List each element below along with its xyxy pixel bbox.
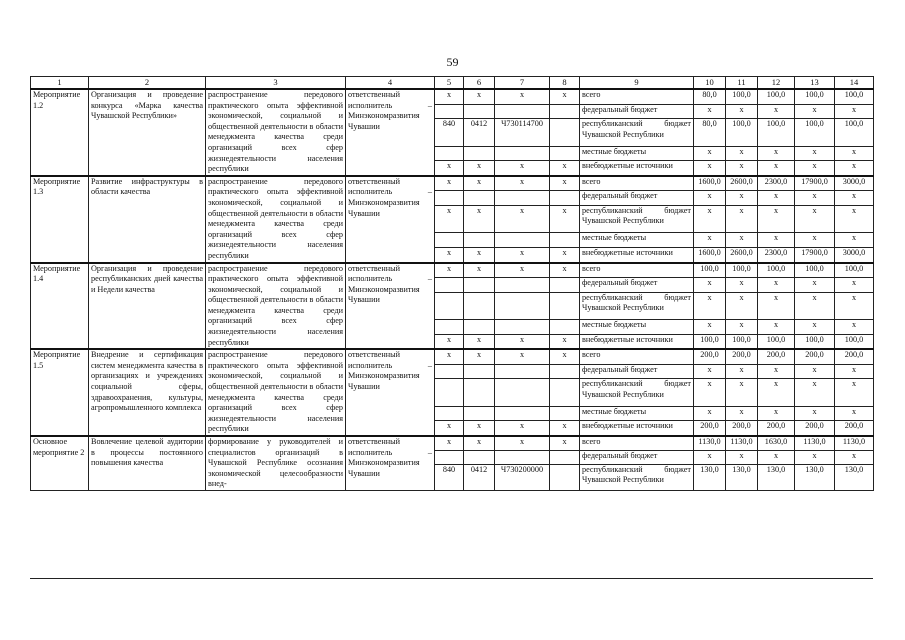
code-grbs-cell: х bbox=[435, 176, 464, 191]
code-grbs-cell: х bbox=[435, 263, 464, 278]
year-value-cell: х bbox=[795, 233, 835, 247]
code-grbs-cell: х bbox=[435, 161, 464, 176]
year-value-cell: 200,0 bbox=[694, 421, 726, 436]
event-name-cell: Организация и проведение конкурса «Марка качества Чувашской Республики» bbox=[89, 89, 206, 176]
year-value-cell: х bbox=[795, 320, 835, 334]
year-value-cell: 100,0 bbox=[835, 263, 874, 278]
year-value-cell: х bbox=[758, 320, 795, 334]
code-target-cell bbox=[495, 146, 550, 160]
code-section-cell: 0412 bbox=[464, 464, 495, 490]
year-value-cell: 80,0 bbox=[694, 89, 726, 104]
year-value-cell: х bbox=[694, 320, 726, 334]
year-value-cell: 130,0 bbox=[795, 464, 835, 490]
year-value-cell: х bbox=[758, 379, 795, 407]
year-value-cell: х bbox=[758, 233, 795, 247]
year-value-cell: х bbox=[758, 406, 795, 420]
year-value-cell: х bbox=[795, 161, 835, 176]
code-section-cell bbox=[464, 104, 495, 118]
code-section-cell bbox=[464, 146, 495, 160]
code-target-cell: х bbox=[495, 205, 550, 233]
year-value-cell: 200,0 bbox=[758, 349, 795, 364]
year-value-cell: 100,0 bbox=[694, 263, 726, 278]
code-type-cell bbox=[550, 406, 580, 420]
year-value-cell: 100,0 bbox=[795, 89, 835, 104]
code-grbs-cell: х bbox=[435, 89, 464, 104]
year-value-cell: х bbox=[795, 450, 835, 464]
code-grbs-cell: х bbox=[435, 334, 464, 349]
code-grbs-cell bbox=[435, 379, 464, 407]
year-value-cell: 1130,0 bbox=[726, 436, 758, 450]
header-cell: 5 bbox=[435, 77, 464, 90]
year-value-cell: х bbox=[694, 406, 726, 420]
year-value-cell: х bbox=[835, 161, 874, 176]
year-value-cell: 2300,0 bbox=[758, 247, 795, 262]
year-value-cell: 100,0 bbox=[795, 119, 835, 147]
year-value-cell: 2600,0 bbox=[726, 247, 758, 262]
responsible-cell: ответственный исполнитель – Минэкономразвития Чувашии bbox=[346, 176, 435, 263]
year-value-cell: х bbox=[694, 379, 726, 407]
code-target-cell bbox=[495, 278, 550, 292]
funding-source-cell: всего bbox=[580, 263, 694, 278]
year-value-cell: х bbox=[795, 364, 835, 378]
table-row bbox=[31, 263, 874, 278]
code-target-cell bbox=[495, 406, 550, 420]
event-name-cell: Развитие инфраструктуры в области качества bbox=[89, 176, 206, 263]
year-value-cell: х bbox=[758, 104, 795, 118]
code-target-cell: х bbox=[495, 436, 550, 450]
funding-source-cell: федеральный бюджет bbox=[580, 104, 694, 118]
year-value-cell: х bbox=[835, 104, 874, 118]
year-value-cell: 1600,0 bbox=[694, 176, 726, 191]
code-section-cell: х bbox=[464, 421, 495, 436]
year-value-cell: 200,0 bbox=[835, 349, 874, 364]
funding-source-cell: местные бюджеты bbox=[580, 406, 694, 420]
year-value-cell: х bbox=[726, 379, 758, 407]
year-value-cell: 200,0 bbox=[694, 349, 726, 364]
code-grbs-cell bbox=[435, 104, 464, 118]
code-type-cell bbox=[550, 464, 580, 490]
header-cell: 7 bbox=[495, 77, 550, 90]
year-value-cell: 1130,0 bbox=[694, 436, 726, 450]
funding-source-cell: республиканский бюджет Чувашской Республики bbox=[580, 205, 694, 233]
year-value-cell: х bbox=[795, 146, 835, 160]
year-value-cell: 3000,0 bbox=[835, 247, 874, 262]
header-cell: 8 bbox=[550, 77, 580, 90]
responsible-cell: ответственный исполнитель – Минэкономразвития Чувашии bbox=[346, 436, 435, 490]
code-grbs-cell bbox=[435, 191, 464, 205]
code-target-cell bbox=[495, 233, 550, 247]
code-section-cell: х bbox=[464, 176, 495, 191]
year-value-cell: х bbox=[835, 320, 874, 334]
year-value-cell: 2300,0 bbox=[758, 176, 795, 191]
code-section-cell bbox=[464, 450, 495, 464]
code-section-cell bbox=[464, 292, 495, 320]
responsible-cell: ответственный исполнитель – Минэкономразвития Чувашии bbox=[346, 349, 435, 436]
year-value-cell: х bbox=[694, 205, 726, 233]
code-grbs-cell bbox=[435, 450, 464, 464]
responsible-cell: ответственный исполнитель – Минэкономразвития Чувашии bbox=[346, 263, 435, 350]
year-value-cell: х bbox=[758, 292, 795, 320]
header-cell: 11 bbox=[726, 77, 758, 90]
bottom-rule bbox=[30, 578, 873, 579]
table-row bbox=[31, 89, 874, 104]
code-section-cell bbox=[464, 364, 495, 378]
code-target-cell: х bbox=[495, 176, 550, 191]
code-section-cell bbox=[464, 406, 495, 420]
event-goal-cell: распространение передового практического опыта эффективной экономической, социальной и общественной деятельности в области менеджмента качества среди организаций всех сфер жизнедеятельности населения республики bbox=[206, 349, 346, 436]
code-section-cell: х bbox=[464, 247, 495, 262]
year-value-cell: х bbox=[726, 161, 758, 176]
code-target-cell: Ч730114700 bbox=[495, 119, 550, 147]
code-section-cell: х bbox=[464, 349, 495, 364]
year-value-cell: х bbox=[694, 364, 726, 378]
funding-source-cell: федеральный бюджет bbox=[580, 191, 694, 205]
year-value-cell: 130,0 bbox=[726, 464, 758, 490]
year-value-cell: х bbox=[835, 364, 874, 378]
year-value-cell: 1130,0 bbox=[835, 436, 874, 450]
year-value-cell: х bbox=[694, 278, 726, 292]
code-target-cell: х bbox=[495, 263, 550, 278]
code-grbs-cell: х bbox=[435, 349, 464, 364]
year-value-cell: 100,0 bbox=[835, 334, 874, 349]
year-value-cell: 2600,0 bbox=[726, 176, 758, 191]
year-value-cell: х bbox=[726, 191, 758, 205]
code-type-cell bbox=[550, 292, 580, 320]
code-type-cell bbox=[550, 233, 580, 247]
year-value-cell: 130,0 bbox=[694, 464, 726, 490]
event-goal-cell: распространение передового практического опыта эффективной экономической, социальной и общественной деятельности в области менеджмента качества среди организаций всех сфер жизнедеятельности населения республики bbox=[206, 176, 346, 263]
code-type-cell bbox=[550, 104, 580, 118]
code-grbs-cell: х bbox=[435, 247, 464, 262]
year-value-cell: 3000,0 bbox=[835, 176, 874, 191]
code-type-cell: х bbox=[550, 349, 580, 364]
year-value-cell: х bbox=[758, 205, 795, 233]
code-type-cell bbox=[550, 191, 580, 205]
code-section-cell: 0412 bbox=[464, 119, 495, 147]
year-value-cell: 100,0 bbox=[758, 119, 795, 147]
code-type-cell bbox=[550, 146, 580, 160]
year-value-cell: х bbox=[758, 364, 795, 378]
funding-source-cell: внебюджетные источники bbox=[580, 161, 694, 176]
funding-source-cell: республиканский бюджет Чувашской Республики bbox=[580, 119, 694, 147]
code-type-cell bbox=[550, 119, 580, 147]
year-value-cell: х bbox=[694, 104, 726, 118]
funding-source-cell: внебюджетные источники bbox=[580, 421, 694, 436]
funding-source-cell: федеральный бюджет bbox=[580, 364, 694, 378]
code-grbs-cell: х bbox=[435, 421, 464, 436]
code-grbs-cell bbox=[435, 146, 464, 160]
funding-source-cell: внебюджетные источники bbox=[580, 247, 694, 262]
year-value-cell: х bbox=[726, 450, 758, 464]
code-grbs-cell bbox=[435, 364, 464, 378]
code-section-cell: х bbox=[464, 436, 495, 450]
code-target-cell bbox=[495, 450, 550, 464]
year-value-cell: х bbox=[795, 379, 835, 407]
year-value-cell: х bbox=[726, 292, 758, 320]
year-value-cell: х bbox=[694, 161, 726, 176]
year-value-cell: х bbox=[758, 146, 795, 160]
funding-source-cell: федеральный бюджет bbox=[580, 450, 694, 464]
code-type-cell: х bbox=[550, 421, 580, 436]
budget-table bbox=[30, 76, 874, 491]
event-name-cell: Организация и проведение республиканских дней качества и Недели качества bbox=[89, 263, 206, 350]
code-section-cell: х bbox=[464, 263, 495, 278]
code-target-cell bbox=[495, 104, 550, 118]
code-grbs-cell: 840 bbox=[435, 119, 464, 147]
year-value-cell: 200,0 bbox=[795, 349, 835, 364]
event-name-cell: Вовлечение целевой аудитории в процессы постоянного повышения качества bbox=[89, 436, 206, 490]
funding-source-cell: республиканский бюджет Чувашской Республики bbox=[580, 464, 694, 490]
year-value-cell: х bbox=[694, 292, 726, 320]
code-type-cell: х bbox=[550, 205, 580, 233]
year-value-cell: х bbox=[726, 406, 758, 420]
code-type-cell: х bbox=[550, 89, 580, 104]
header-cell: 9 bbox=[580, 77, 694, 90]
table-row bbox=[31, 176, 874, 191]
year-value-cell: 200,0 bbox=[726, 349, 758, 364]
year-value-cell: х bbox=[694, 233, 726, 247]
header-cell: 6 bbox=[464, 77, 495, 90]
code-target-cell: х bbox=[495, 334, 550, 349]
code-section-cell: х bbox=[464, 89, 495, 104]
event-goal-cell: распространение передового практического опыта эффективной экономической, социальной и общественной деятельности в области менеджмента качества среди организаций всех сфер жизнедеятельности населения республики bbox=[206, 263, 346, 350]
year-value-cell: х bbox=[726, 146, 758, 160]
year-value-cell: х bbox=[694, 191, 726, 205]
code-type-cell bbox=[550, 278, 580, 292]
code-section-cell bbox=[464, 278, 495, 292]
funding-source-cell: местные бюджеты bbox=[580, 320, 694, 334]
funding-source-cell: республиканский бюджет Чувашской Республики bbox=[580, 379, 694, 407]
year-value-cell: х bbox=[758, 191, 795, 205]
event-goal-cell: распространение передового практического опыта эффективной экономической, социальной и общественной деятельности в области менеджмента качества среди организаций всех сфер жизнедеятельности населения республики bbox=[206, 89, 346, 176]
funding-source-cell: всего bbox=[580, 436, 694, 450]
header-cell: 2 bbox=[89, 77, 206, 90]
code-grbs-cell bbox=[435, 233, 464, 247]
header-cell: 10 bbox=[694, 77, 726, 90]
code-type-cell bbox=[550, 379, 580, 407]
year-value-cell: 100,0 bbox=[726, 263, 758, 278]
code-type-cell bbox=[550, 450, 580, 464]
code-type-cell: х bbox=[550, 161, 580, 176]
page-number: 59 bbox=[446, 55, 459, 69]
event-code-cell: Мероприятие 1.5 bbox=[31, 349, 89, 436]
year-value-cell: х bbox=[835, 233, 874, 247]
funding-source-cell: всего bbox=[580, 349, 694, 364]
year-value-cell: 100,0 bbox=[795, 334, 835, 349]
code-section-cell bbox=[464, 233, 495, 247]
funding-source-cell: республиканский бюджет Чувашской Республики bbox=[580, 292, 694, 320]
code-target-cell bbox=[495, 379, 550, 407]
year-value-cell: 100,0 bbox=[795, 263, 835, 278]
code-grbs-cell: 840 bbox=[435, 464, 464, 490]
year-value-cell: х bbox=[726, 364, 758, 378]
year-value-cell: 130,0 bbox=[835, 464, 874, 490]
event-goal-cell: формирование у руководителей и специалистов организаций в Чувашской Республике осознания экономической целесообразности внед- bbox=[206, 436, 346, 490]
responsible-cell: ответственный исполнитель – Минэкономразвития Чувашии bbox=[346, 89, 435, 176]
year-value-cell: х bbox=[795, 205, 835, 233]
header-cell: 14 bbox=[835, 77, 874, 90]
code-target-cell bbox=[495, 292, 550, 320]
code-target-cell: х bbox=[495, 349, 550, 364]
funding-source-cell: федеральный бюджет bbox=[580, 278, 694, 292]
code-type-cell bbox=[550, 364, 580, 378]
code-section-cell bbox=[464, 320, 495, 334]
funding-source-cell: всего bbox=[580, 89, 694, 104]
event-code-cell: Мероприятие 1.2 bbox=[31, 89, 89, 176]
code-target-cell: х bbox=[495, 247, 550, 262]
funding-source-cell: внебюджетные источники bbox=[580, 334, 694, 349]
code-type-cell: х bbox=[550, 334, 580, 349]
year-value-cell: х bbox=[758, 161, 795, 176]
year-value-cell: 200,0 bbox=[758, 421, 795, 436]
year-value-cell: 100,0 bbox=[758, 263, 795, 278]
funding-source-cell: местные бюджеты bbox=[580, 233, 694, 247]
year-value-cell: х bbox=[758, 278, 795, 292]
year-value-cell: 100,0 bbox=[726, 334, 758, 349]
code-section-cell: х bbox=[464, 334, 495, 349]
year-value-cell: 17900,0 bbox=[795, 176, 835, 191]
code-grbs-cell bbox=[435, 320, 464, 334]
header-cell: 1 bbox=[31, 77, 89, 90]
year-value-cell: х bbox=[835, 406, 874, 420]
code-target-cell bbox=[495, 191, 550, 205]
table-row bbox=[31, 436, 874, 450]
funding-source-cell: местные бюджеты bbox=[580, 146, 694, 160]
code-grbs-cell bbox=[435, 292, 464, 320]
year-value-cell: х bbox=[795, 292, 835, 320]
code-type-cell: х bbox=[550, 436, 580, 450]
code-type-cell: х bbox=[550, 247, 580, 262]
year-value-cell: 100,0 bbox=[694, 334, 726, 349]
header-cell: 13 bbox=[795, 77, 835, 90]
year-value-cell: 100,0 bbox=[726, 89, 758, 104]
year-value-cell: 200,0 bbox=[726, 421, 758, 436]
code-target-cell: Ч730200000 bbox=[495, 464, 550, 490]
year-value-cell: х bbox=[726, 278, 758, 292]
header-cell: 12 bbox=[758, 77, 795, 90]
code-section-cell: х bbox=[464, 205, 495, 233]
year-value-cell: 100,0 bbox=[835, 119, 874, 147]
year-value-cell: х bbox=[694, 146, 726, 160]
year-value-cell: х bbox=[835, 278, 874, 292]
code-type-cell: х bbox=[550, 263, 580, 278]
year-value-cell: 100,0 bbox=[835, 89, 874, 104]
year-value-cell: 17900,0 bbox=[795, 247, 835, 262]
code-section-cell bbox=[464, 191, 495, 205]
header-row bbox=[31, 77, 874, 90]
code-target-cell bbox=[495, 364, 550, 378]
year-value-cell: х bbox=[835, 205, 874, 233]
year-value-cell: х bbox=[694, 450, 726, 464]
year-value-cell: 100,0 bbox=[726, 119, 758, 147]
year-value-cell: 200,0 bbox=[795, 421, 835, 436]
year-value-cell: х bbox=[795, 278, 835, 292]
year-value-cell: х bbox=[795, 191, 835, 205]
year-value-cell: 100,0 bbox=[758, 334, 795, 349]
code-target-cell: х bbox=[495, 421, 550, 436]
year-value-cell: 100,0 bbox=[758, 89, 795, 104]
code-section-cell bbox=[464, 379, 495, 407]
code-section-cell: х bbox=[464, 161, 495, 176]
code-type-cell bbox=[550, 320, 580, 334]
year-value-cell: 1130,0 bbox=[795, 436, 835, 450]
header-cell: 4 bbox=[346, 77, 435, 90]
year-value-cell: х bbox=[726, 205, 758, 233]
year-value-cell: 1600,0 bbox=[694, 247, 726, 262]
event-code-cell: Основное мероприятие 2 bbox=[31, 436, 89, 490]
year-value-cell: 80,0 bbox=[694, 119, 726, 147]
year-value-cell: х bbox=[835, 379, 874, 407]
year-value-cell: х bbox=[758, 450, 795, 464]
event-name-cell: Внедрение и сертификация систем менеджмента качества в организациях и учреждениях социальной сферы, здравоохранения, культуры, агропромышленного комплекса bbox=[89, 349, 206, 436]
event-code-cell: Мероприятие 1.4 bbox=[31, 263, 89, 350]
year-value-cell: х bbox=[726, 233, 758, 247]
table-row bbox=[31, 349, 874, 364]
year-value-cell: х bbox=[795, 406, 835, 420]
code-grbs-cell bbox=[435, 406, 464, 420]
year-value-cell: 200,0 bbox=[835, 421, 874, 436]
year-value-cell: х bbox=[835, 292, 874, 320]
year-value-cell: х bbox=[835, 146, 874, 160]
funding-source-cell: всего bbox=[580, 176, 694, 191]
year-value-cell: х bbox=[726, 320, 758, 334]
code-target-cell bbox=[495, 320, 550, 334]
code-grbs-cell: х bbox=[435, 436, 464, 450]
year-value-cell: х bbox=[726, 104, 758, 118]
header-cell: 3 bbox=[206, 77, 346, 90]
code-grbs-cell: х bbox=[435, 205, 464, 233]
code-grbs-cell bbox=[435, 278, 464, 292]
year-value-cell: х bbox=[835, 191, 874, 205]
year-value-cell: 1630,0 bbox=[758, 436, 795, 450]
year-value-cell: х bbox=[795, 104, 835, 118]
event-code-cell: Мероприятие 1.3 bbox=[31, 176, 89, 263]
year-value-cell: х bbox=[835, 450, 874, 464]
code-target-cell: х bbox=[495, 89, 550, 104]
code-type-cell: х bbox=[550, 176, 580, 191]
code-target-cell: х bbox=[495, 161, 550, 176]
year-value-cell: 130,0 bbox=[758, 464, 795, 490]
